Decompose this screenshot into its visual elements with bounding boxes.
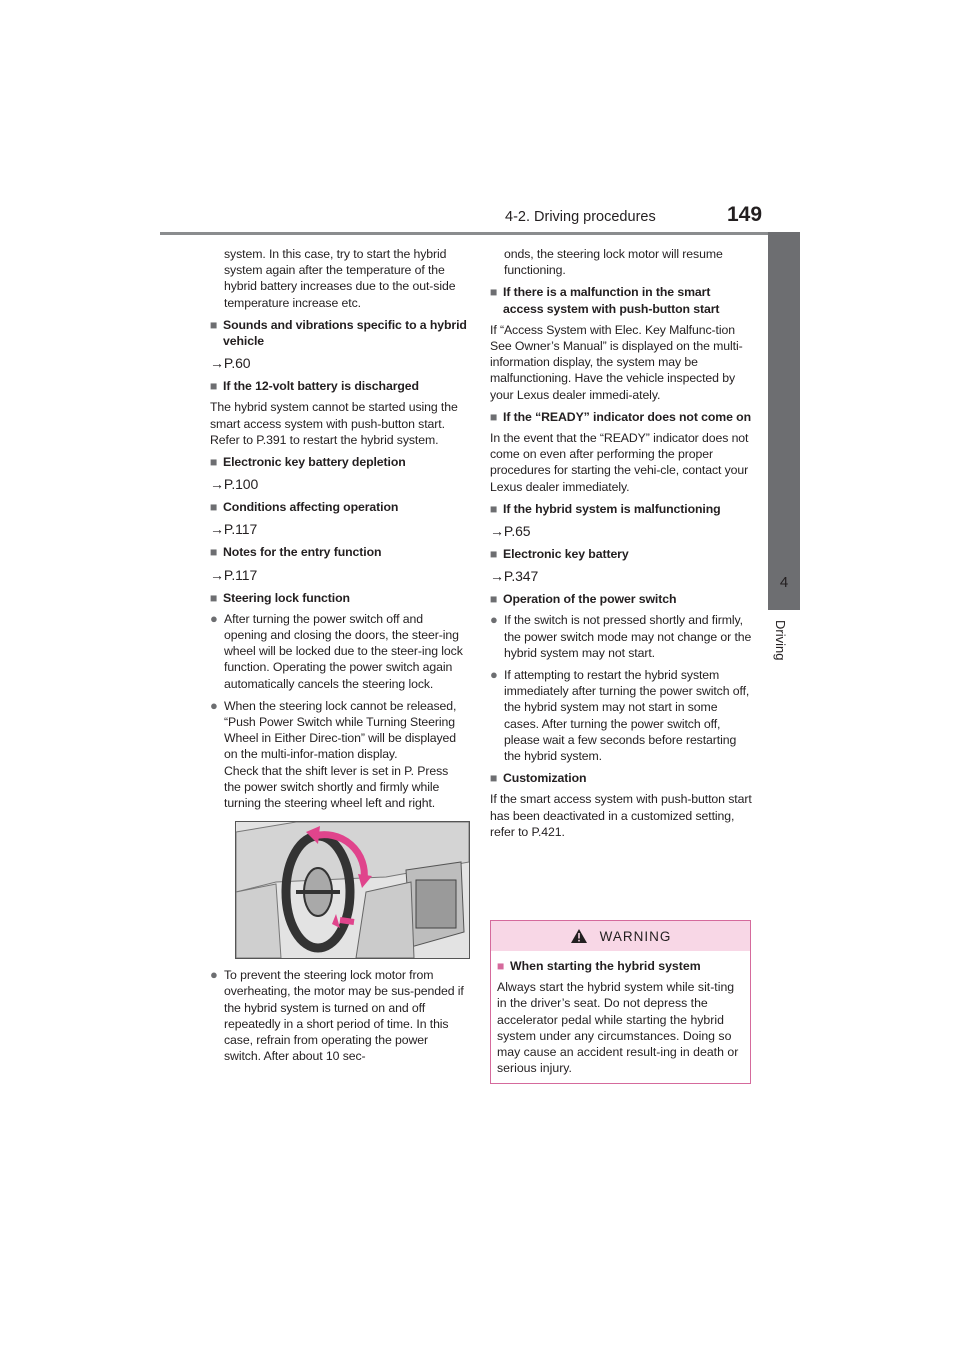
square-bullet-icon: ■ <box>490 285 498 300</box>
square-bullet-icon: ■ <box>210 545 218 560</box>
steering-wheel-image <box>236 822 469 958</box>
paragraph: The hybrid system cannot be started using the smart access system with push-button start. Refer to P.391 to restart the hybrid system. <box>210 400 458 447</box>
square-bullet-icon: ■ <box>210 317 218 332</box>
subheading: ■ Customization <box>490 771 587 786</box>
square-bullet-icon: ■ <box>490 771 498 786</box>
header-rule <box>160 232 800 235</box>
bullet-item: ● If the switch is not pressed shortly and firmly, the power switch mode may not change or the hybrid system may not start. <box>490 612 752 660</box>
bullet-item: ● To prevent the steering lock motor from overheating, the motor may be sus-pended if the hybrid system is turned on and off repeatedly in a short period of time. In this case, refrain from operating the power switch. After about 10 sec- <box>210 967 464 1064</box>
square-bullet-icon: ■ <box>497 959 505 973</box>
square-bullet-icon: ■ <box>210 590 218 605</box>
right-column <box>490 246 752 846</box>
round-bullet-icon: ● <box>490 667 498 683</box>
subheading: ■ If the “READY” indicator does not come on <box>490 409 752 424</box>
page-reference: →P.60 <box>210 355 251 372</box>
subheading: ■ Electronic key battery <box>490 547 629 562</box>
warning-triangle-icon <box>570 928 588 944</box>
warning-body <box>491 951 750 1076</box>
square-bullet-icon: ■ <box>210 379 218 394</box>
page-reference: →P.65 <box>490 523 531 540</box>
round-bullet-icon: ● <box>490 612 498 628</box>
subheading: ■ Operation of the power switch <box>490 592 677 607</box>
square-bullet-icon: ■ <box>490 547 498 562</box>
page-reference: →P.100 <box>210 476 259 493</box>
steering-wheel-illustration <box>235 821 470 959</box>
bullet-item: ● After turning the power switch off and opening and closing the doors, the steer-ing wheel will be locked due to the steer-ing lock function. Operating the power switch again automatically cancels the steering lock. <box>210 610 463 691</box>
paragraph: If “Access System with Elec. Key Malfunc-tion See Owner’s Manual” is displayed on the multi-information display, the system may be malfunctioning. Have the vehicle inspected by your Lexus dealer immedi-ately. <box>490 322 743 402</box>
warning-box <box>490 920 751 1084</box>
chapter-side-tab <box>768 232 800 610</box>
subheading: ■ Steering lock function <box>210 590 350 605</box>
page-reference: →P.347 <box>490 568 539 585</box>
paragraph: system. In this case, try to start the hybrid system again after the temperature of the hybrid battery increases due to the out-side temperature increase etc. <box>224 247 456 310</box>
square-bullet-icon: ■ <box>490 592 498 607</box>
bullet-item: ● If attempting to restart the hybrid system immediately after turning the power switch off, the hybrid system may not start in some cases. After turning the power switch off, please wait a few seconds before restarting the hybrid system. <box>490 667 750 764</box>
subheading: ■ If there is a malfunction in the smart access system with push-button start <box>490 285 720 316</box>
page-reference: →P.117 <box>210 521 258 538</box>
round-bullet-icon: ● <box>210 967 218 983</box>
square-bullet-icon: ■ <box>210 455 218 470</box>
chapter-number: 4 <box>779 574 789 591</box>
subheading: ■ If the 12-volt battery is discharged <box>210 379 419 394</box>
page-reference: →P.117 <box>210 566 258 583</box>
paragraph: onds, the steering lock motor will resume functioning. <box>504 247 723 278</box>
warning-text: Always start the hybrid system while sit-ting in the driver’s seat. Do not depress the accelerator pedal while starting the hybrid system under any circumstances. Doing so may cause an accident result-ing in death or serious injury. <box>497 980 739 1076</box>
subheading: ■ Conditions affecting operation <box>210 500 399 515</box>
paragraph: In the event that the “READY” indicator does not come on even after performing the proper procedures for starting the vehi-cle, contact your Lexus dealer immediately. <box>490 431 749 494</box>
paragraph: Check that the shift lever is set in P. Press the power switch shortly and firmly while turning the steering wheel left and right. <box>224 763 449 811</box>
section-title: 4-2. Driving procedures <box>505 209 656 225</box>
bullet-item: ● When the steering lock cannot be released, “Push Power Switch while Turning Steering Wheel in Either Direc-tion” will be displayed on the multi-infor-mation display. <box>210 697 457 762</box>
paragraph: If the smart access system with push-button start has been deactivated in a customized setting, refer to P.421. <box>490 792 752 839</box>
round-bullet-icon: ● <box>210 610 218 626</box>
subheading: ■ If the hybrid system is malfunctioning <box>490 501 721 516</box>
left-column <box>210 246 468 1071</box>
subheading: ■ Sounds and vibrations specific to a hybrid vehicle <box>210 317 467 349</box>
warning-header <box>491 921 750 951</box>
subheading: ■ Electronic key battery depletion <box>210 455 406 470</box>
square-bullet-icon: ■ <box>490 501 498 516</box>
round-bullet-icon: ● <box>210 697 218 713</box>
page-number: 149 <box>727 203 763 226</box>
subheading: ■ Notes for the entry function <box>210 545 382 560</box>
square-bullet-icon: ■ <box>490 409 498 424</box>
square-bullet-icon: ■ <box>210 500 218 515</box>
subheading: ■ When starting the hybrid system <box>497 959 701 973</box>
warning-title: WARNING <box>599 928 672 944</box>
chapter-label: Driving <box>773 620 788 661</box>
